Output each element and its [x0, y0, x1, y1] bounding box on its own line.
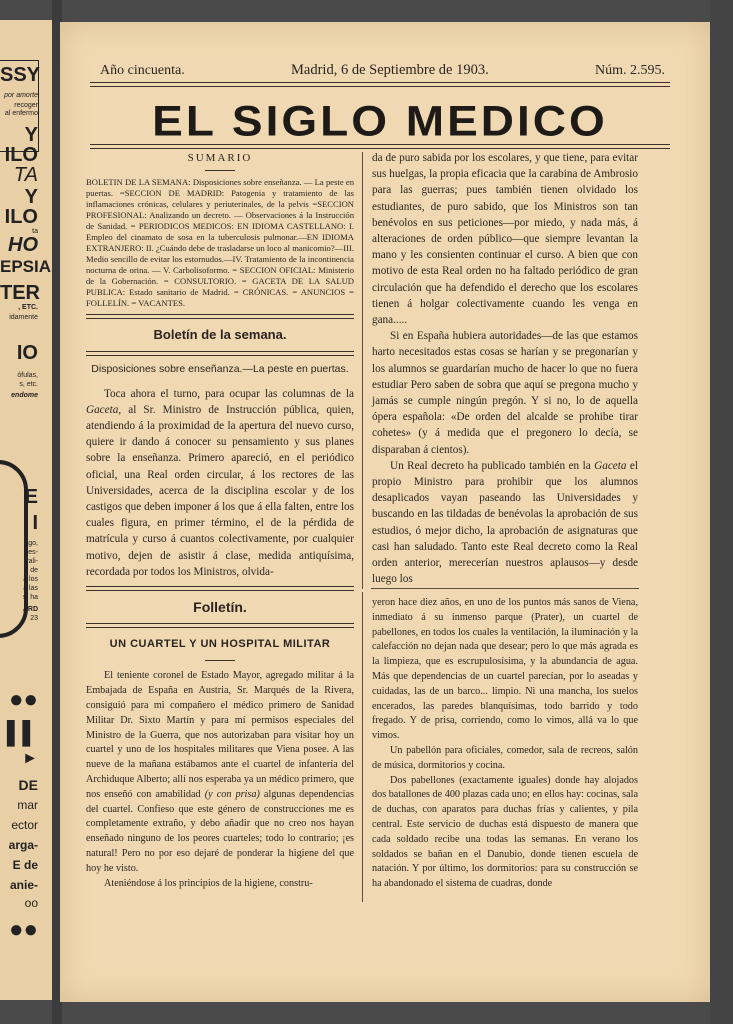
- section-rule: [86, 314, 354, 319]
- sliver-arrow: ►: [22, 750, 38, 767]
- sliver-text: ARD: [22, 606, 38, 613]
- sliver-text: idamente: [9, 314, 38, 321]
- issue-header: [100, 62, 665, 82]
- header-rule: [90, 82, 670, 87]
- text-run: el propio Ministro para prohibir que los alumnos desaplicados vayan paseando las Universidades y buscando en las tildadas de benévolas la aprobación de sus estudios, ó mejor dicho, la aprobación de asignaturas que casi han saludado. Tanto este Real decreto como la Real orden anterior, merecerían nuestros aplausos—y desde luego los: [372, 459, 638, 586]
- sliver-text: s, etc.: [19, 381, 38, 388]
- sumario-body: BOLETIN DE LA SEMANA: Disposiciones sobre enseñanza. — La peste en puertas. =SECCION DE MADRID: Patogenia y tratamiento de las inflamaciones crónicas, celulares y periuterinales, de la pelvis =SECCION PROFESIONAL: Analizando un decreto. — Observaciones á la Instrucción de Sanidad. = PERIODICOS MEDICOS: EN IDIOMA CASTELLANO: I. Empleo del cinamato de sosa en la tuberculosis pulmonar.—EN IDIOMA EXTRANJERO: II. ¿Cuándo debe de trasladarse un loco al manicomio?—III. Medio sencillo de evitar los estornudos.—IV. Tratamiento de la incontinencia nocturna de orina. — V. Carbolisoformo. = SECCION OFICIAL: Ministerio de la Gobernación. = CONSULTORIO. = GACETA DE LA SALUD PUBLICA: Estado sanitario de Madrid. = CRÓNICAS. = ANUNCIOS = FOLLELÍN. = VACANTES.: [86, 177, 354, 309]
- short-rule: [205, 660, 235, 661]
- right-paragraph: Si en España hubiera autoridades—de las que estamos harto necesitados estas cosas se harían y se pregonarían y los alumnos se guardarían mucho de hacer lo que no fuera estudiar Pero saben de sobra que aquí se pregona mucho y jamás se cumple ningún pregón. Y si no, lo de aquella ópera española: «De orden del alcalde se prohibe tirar cohetes» (y á medida que el pregonero lo decía, se disparaban á cientos).: [372, 330, 638, 456]
- column-divider: [362, 592, 363, 902]
- issue-number: Núm. 2.595.: [595, 63, 665, 78]
- sliver-text: 23: [30, 615, 38, 622]
- folletin-title: UN CUARTEL Y UN HOSPITAL MILITAR: [109, 638, 331, 651]
- right-paragraph: da de puro sabida por los escolares, y que tiene, para evitar sus huelgas, la propia eficacia que la carabina de Ambrosio para las guerras; pues también tienen olvidado los estudiantes, de puro sabido, que los Ministros son tan benévolos en sus peticiones—por miedo, y nada más, á alteraciones de orden público—que siempre levantan la mano y les consienten continuar el curso. A bien que con motivo de esta Real orden no ha faltado periódico de gran circulación que ha defendido el derecho que los escolares tienen á holgar colectivamente cuando les venga en gana.....: [372, 152, 638, 327]
- sliver-text: endome: [11, 392, 38, 399]
- sliver-text: ago,: [24, 540, 38, 547]
- sliver-text: EPSIA: [0, 257, 52, 276]
- sliver-text: TA: [13, 164, 38, 186]
- text-run-italic: Gaceta: [86, 403, 119, 416]
- text-run: algunas dependencias del cuartel. Confieso que este género de construcciones me es completamente extraño, y debo añadir que no creo nos hayan enseñado ninguno de los peores cuarteles; todo lo contrario; ¡es natural! Pero no por eso dejaré de ponderar la higiene del que hoy he visto.: [86, 788, 354, 874]
- masthead-rule: [90, 144, 670, 149]
- short-rule: [205, 170, 235, 171]
- sliver-text: E de: [12, 858, 38, 872]
- text-run: El teniente coronel de Estado Mayor, agregado militar á la Embajada de España en Austria, Sr. Marqués de la Rivera, consiguió para mi compañero el médico primero de Sanidad Militar Dr. Sixto Martín y para mí permisos especiales del Ministro de la Guerra, que nos autorizaban para visitar hoy un cuartel y uno de los hospitales militares que Viena posee. A las nueve de la mañana estábamos ante el cuartel de infantería del Archiduque Alberto; allí nos esperaba ya un médico primero, que nos enseñó con amabilidad: [86, 670, 354, 800]
- sumario-title: SUMARIO: [187, 152, 253, 164]
- issue-year: Año cincuenta.: [100, 63, 185, 78]
- text-run-italic: Gaceta: [594, 459, 627, 472]
- column-divider: [362, 152, 363, 589]
- folletin-heading: Folletín.: [193, 599, 247, 616]
- folletin-paragraph: Un pabellón para oficiales, comedor, sala de recreos, salón de música, dormitorios y cocina.: [372, 744, 638, 771]
- sliver-text: SSY: [0, 64, 41, 86]
- sliver-text: anie-: [9, 878, 38, 892]
- sliver-text: TER: [0, 282, 40, 304]
- sliver-dots: ●●: [9, 916, 38, 943]
- sliver-text: Y: [24, 186, 38, 208]
- boletin-heading: Boletín de la semana.: [153, 327, 287, 343]
- text-run-italic: (y con prisa): [204, 788, 260, 800]
- text-run: Toca ahora el turno, para ocupar las columnas de la: [104, 387, 354, 400]
- sliver-text: á los: [23, 576, 38, 583]
- right-column: [372, 150, 638, 587]
- sliver-text: ILO: [4, 144, 38, 166]
- section-rule: [371, 588, 639, 589]
- sliver-text: por amorte: [4, 92, 38, 99]
- sliver-text: ILO: [4, 206, 38, 228]
- folletin-continuation: [372, 596, 638, 892]
- folletin-paragraph: [86, 669, 354, 876]
- right-paragraph: [372, 458, 638, 588]
- sliver-text: ta: [32, 228, 38, 235]
- left-column: [86, 150, 354, 891]
- sliver-text: á las: [23, 585, 38, 592]
- sliver-text: HO: [8, 234, 38, 256]
- boletin-paragraph: [86, 386, 354, 580]
- sliver-text: , ETC.: [18, 304, 38, 311]
- section-rule: [86, 586, 354, 591]
- sliver-text: DE: [18, 777, 38, 793]
- sliver-text: oo: [24, 896, 38, 910]
- section-rule: [86, 351, 354, 356]
- newspaper-page: [60, 22, 710, 1002]
- text-run: , al Sr. Ministro de Instrucción pública, quien, atendiendo á la proximidad de la apertura del nuevo curso, quiere ir dando á conocer su pensamiento y sus planes sobre la enseñanza. Primero apareció, en el periódico oficial, una Real orden circular, á los rectores de las Universidades, acerca de la disciplina escolar y de los castigos que deben imponer á los que á ella falten, entre los cuales figura, en primer término, el de la pérdida de matrícula y curso á cuantos colectivamente, por cualquier motivo, dejen de asistir á clase, medida antiquísima, recordada por todos los Ministros, olvida-: [86, 403, 354, 578]
- sliver-text: mar: [17, 798, 38, 812]
- scan-edge: [710, 0, 733, 1024]
- sliver-text: ector: [11, 818, 38, 832]
- sliver-bars: ▌▌: [6, 720, 38, 745]
- adjacent-page-sliver: [0, 20, 54, 1000]
- sliver-text: IO: [16, 342, 38, 364]
- issue-date: Madrid, 6 de Septiembre de 1903.: [291, 62, 489, 78]
- sliver-text: recoger: [14, 102, 38, 109]
- sliver-text: E: [24, 486, 38, 508]
- sliver-text: arga-: [8, 838, 38, 852]
- sliver-text: al enfermo: [4, 110, 38, 117]
- section-rule: [86, 623, 354, 628]
- sliver-text: de: [30, 567, 38, 574]
- sliver-text: s, ha: [22, 594, 38, 601]
- sliver-text: ófulas,: [17, 372, 38, 379]
- text-run: Un Real decreto ha publicado también en la: [390, 459, 595, 472]
- folletin-paragraph: Ateniéndose á los principios de la higiene, constru-: [104, 877, 313, 889]
- boletin-subheading: Disposiciones sobre enseñanza.—La peste en puertas.: [91, 363, 349, 376]
- masthead-title: EL SIGLO MEDICO: [152, 97, 608, 145]
- sliver-text: rali-: [26, 558, 38, 565]
- sliver-dots: ●●: [9, 686, 38, 713]
- folletin-paragraph: Dos pabellones (exactamente iguales) donde hay alojados dos batallones de 400 plazas cada uno; en ellos hay: cocinas, sala de duchas, con aparatos para duchas frías y calientes, y pila central. Este servicio de duchas está dispuesto de manera que cada soldado recibe una todas las semanas. En verano los soldados se bañan en el Danubio, donde tienen escuela de natación. Y por último, los dormitorios: para su construcción se ha abandonado el sistema de cuadras, donde: [372, 774, 638, 890]
- folletin-paragraph: yeron hace diez años, en uno de los puntos más sanos de Viena, inmediato á su inmenso parque (Prater), un cuartel de pabellones, en todos los cuales la ventilación, la iluminación y la calefacción no dejan nada que desear; pero lo que más agrada es la limpieza, que es escrupulosísima, y la abundancia de agua. Más que dependencias de un cuartel parecían, por lo aseadas y cuidadas, las de un barco... limpio. Ni una mancha, los suelos encerados, las paredes blanquísimas, todo barrido y todo fregado. Y de prisa, corriendo, como lo vimos, allá va lo que vimos.: [372, 597, 638, 742]
- sliver-text: Y: [24, 124, 38, 146]
- sliver-text: I: [32, 512, 38, 534]
- sliver-text: es-: [28, 549, 38, 556]
